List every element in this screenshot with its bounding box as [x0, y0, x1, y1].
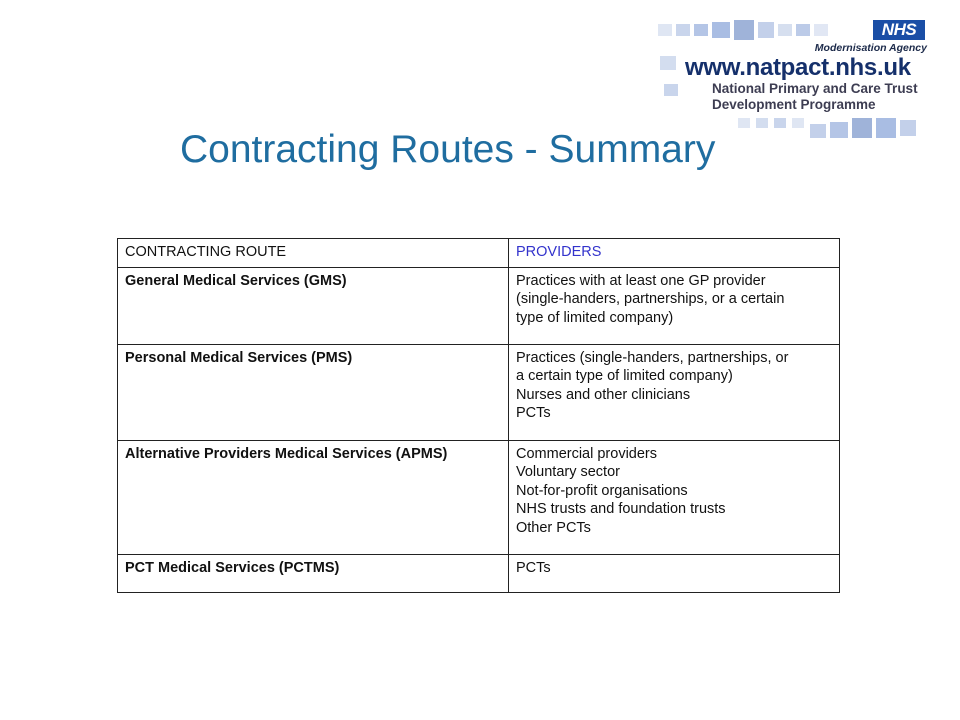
providers-column-header: PROVIDERS	[509, 239, 840, 268]
programme-name	[712, 81, 918, 113]
logo-square-decoration	[734, 20, 754, 40]
logo-square-decoration	[664, 84, 678, 96]
logo-square-decoration	[900, 120, 916, 136]
website-url: www.natpact.nhs.uk	[685, 54, 911, 81]
contracting-routes-table	[117, 238, 840, 593]
route-name: Personal Medical Services (PMS)	[118, 344, 509, 440]
logo-square-decoration	[876, 118, 896, 138]
providers-list	[509, 344, 840, 440]
provider-item: Voluntary sector	[516, 464, 620, 480]
providers-list	[509, 267, 840, 344]
provider-item: Practices with at least one GP provider	[516, 272, 766, 289]
provider-item: Nurses and other clinicians	[516, 386, 691, 403]
logo-square-decoration	[778, 24, 792, 36]
agency-name: Modernisation Agency	[814, 42, 927, 54]
table-row	[118, 440, 840, 554]
nhs-logo-badge: NHS	[873, 20, 925, 40]
logo-square-decoration	[830, 122, 848, 138]
route-column-header: CONTRACTING ROUTE	[118, 239, 509, 268]
provider-item: a certain type of limited company)	[516, 368, 733, 384]
provider-item: PCTs	[516, 559, 551, 576]
logo-square-decoration	[792, 118, 804, 128]
logo-square-decoration	[694, 24, 708, 36]
logo-square-decoration	[810, 124, 826, 138]
logo-square-decoration	[814, 24, 828, 36]
table-row	[118, 267, 840, 344]
provider-item: PCTs	[516, 405, 551, 421]
logo-square-decoration	[660, 56, 676, 70]
logo-square-decoration	[796, 24, 810, 36]
logo-square-decoration	[676, 24, 690, 36]
natpact-logo	[650, 14, 935, 144]
logo-square-decoration	[658, 24, 672, 36]
page-title: Contracting Routes - Summary	[180, 128, 716, 171]
logo-square-decoration	[738, 118, 750, 128]
table-header-row	[118, 239, 840, 268]
logo-square-decoration	[758, 22, 774, 38]
provider-item: (single-handers, partnerships, or a certain	[516, 291, 785, 307]
table-row	[118, 344, 840, 440]
programme-name-line: Development Programme	[712, 97, 876, 112]
provider-item: Commercial providers	[516, 445, 658, 462]
provider-item: Not-for-profit organisations	[516, 482, 688, 499]
provider-item: Other PCTs	[516, 519, 591, 536]
route-name: Alternative Providers Medical Services (APMS)	[118, 440, 509, 554]
provider-item: NHS trusts and foundation trusts	[516, 501, 726, 517]
provider-item: type of limited company)	[516, 309, 674, 326]
providers-list	[509, 440, 840, 554]
providers-list	[509, 554, 840, 592]
logo-square-decoration	[774, 118, 786, 128]
provider-item: Practices (single-handers, partnerships, or	[516, 349, 789, 366]
table-row	[118, 554, 840, 592]
programme-name-line: National Primary and Care Trust	[712, 81, 918, 96]
logo-square-decoration	[712, 22, 730, 38]
route-name: PCT Medical Services (PCTMS)	[118, 554, 509, 592]
logo-square-decoration	[756, 118, 768, 128]
logo-square-decoration	[852, 118, 872, 138]
route-name: General Medical Services (GMS)	[118, 267, 509, 344]
